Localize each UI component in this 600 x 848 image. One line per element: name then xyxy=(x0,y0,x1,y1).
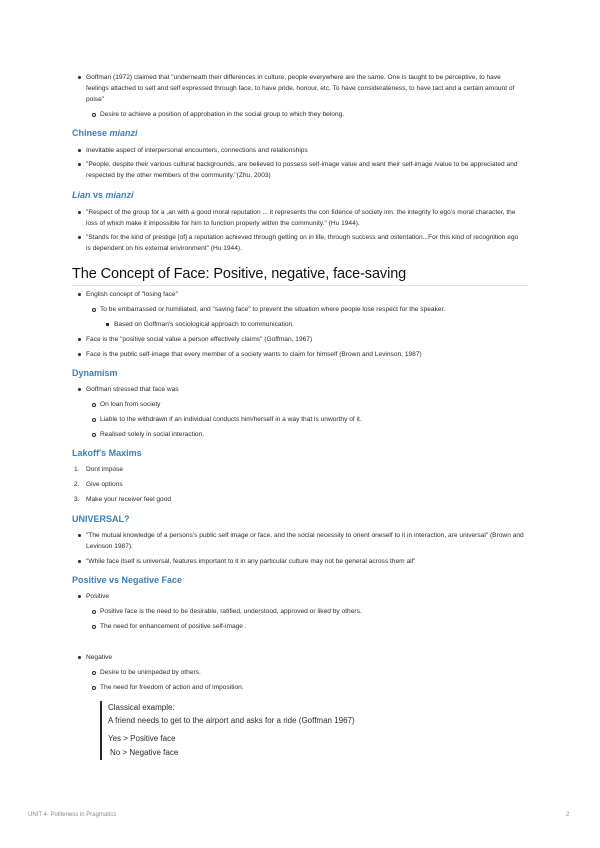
example-line: A friend needs to get to the airport and asks for a ride (Goffman 1967) xyxy=(108,716,355,725)
numbered-item xyxy=(74,479,506,490)
dynamism-heading: Dynamism xyxy=(72,368,118,378)
example-line: Classical example: xyxy=(108,703,175,712)
numbered-item xyxy=(74,494,506,505)
item-text: Dont impose xyxy=(86,466,124,473)
numbered-item xyxy=(74,464,506,475)
page-number: 2 xyxy=(566,812,570,818)
footer-title: UNIT 4- Politeness in Pragmatics xyxy=(28,812,117,818)
list-item: "Stands for the kind of prestige [of] a reputation achieved through getting on in life, through success and ostentation...For this kind of recognition ego is dependent on his external environment" (Hu 1944). xyxy=(86,232,522,254)
list-item: Liable to the withdrawn if an individual conducts him/herself in a way that is unworthy of it. xyxy=(100,414,520,425)
list-item: Face is the public self-image that every member of a society wants to claim for himself (Brown and Levinson, 1987) xyxy=(86,349,516,360)
example-yes: Yes > Positive face xyxy=(108,734,176,743)
list-item: "The mutual knowledge of a persons's public self image or face, and the social necessity to orient oneself to it in interaction, are universal" (Brown and Levinson 1987). xyxy=(86,530,526,552)
universal-heading: UNIVERSAL? xyxy=(72,514,130,524)
list-item: "People, despite their various cultural backgrounds, are believed to possess self-image value and want their self-image /value to be appreciated and respected by the other members of the community."(Zhu, 2003) xyxy=(86,159,526,181)
example-quote-bar xyxy=(100,701,102,760)
list-item: Desire to be unimpeded by others. xyxy=(100,667,520,678)
list-item: Goffman stressed that face was xyxy=(86,384,516,395)
posneg-heading: Positive vs Negative Face xyxy=(72,575,183,585)
goffman-quote: Goffman (1972) claimed that "underneath their differences in culture, people everywhere are the same. One is taught to be perceptive, to have feelings attached to self and self expressed through face, to have pride, honour, etc. To have considerateness, to have tact and a certain amount of poise" xyxy=(86,72,522,105)
concept-title: The Concept of Face: Positive, negative, face-saving xyxy=(72,266,407,282)
list-item: On loan from society xyxy=(100,399,520,410)
example-no: No > Negative face xyxy=(110,748,179,757)
list-item: Based on Goffman's sociological approach to communication. xyxy=(114,319,514,330)
desire-item: Desire to achieve a position of approbation in the social group to which they belong. xyxy=(100,109,520,120)
title-divider xyxy=(72,285,528,286)
list-item: "Respect of the group for a ,an with a good moral reputation ... it represents the con fidence of society inn. the integrity fo ego's moral character, the loss of which make it impossible for him to function properly within the community." (Hu 1944). xyxy=(86,207,526,229)
item-text: Give options xyxy=(86,481,123,488)
lakoff-heading: Lakoff's Maxims xyxy=(72,448,142,458)
list-item: English concept of "losing face" xyxy=(86,289,516,300)
list-item: Face is the "positive social value a person effectively claims" (Goffman, 1967) xyxy=(86,334,516,345)
item-number: 1. xyxy=(74,466,80,473)
list-item: The need for enhancement of positive self-image . xyxy=(100,621,520,632)
list-item: "While face itself is universal, features important to it in any particular culture may not be general across them all" xyxy=(86,556,526,567)
list-item: The need for freedom of action and of imposition. xyxy=(100,682,520,693)
item-number: 3. xyxy=(74,496,80,503)
chinese-mianzi-heading: Chinese mianzi xyxy=(72,128,138,138)
item-number: 2. xyxy=(74,481,80,488)
list-item: To be embarrassed or humiliated, and "saving face" to prevent the situation where people lose respect for the speaker. xyxy=(100,304,520,315)
list-item: Realised solely in social interaction. xyxy=(100,429,520,440)
list-item: Inevitable aspect of interpersonal encounters, connections and relationships xyxy=(86,145,522,156)
list-item: Negative xyxy=(86,652,516,663)
lian-mianzi-heading: Lian vs mianzi xyxy=(72,190,134,200)
list-item: Positive xyxy=(86,591,516,602)
item-text: Make your receiver feel good xyxy=(86,496,172,503)
list-item: Positive face is the need to be desirable, ratified, understood, approved or liked by others. xyxy=(100,606,520,617)
